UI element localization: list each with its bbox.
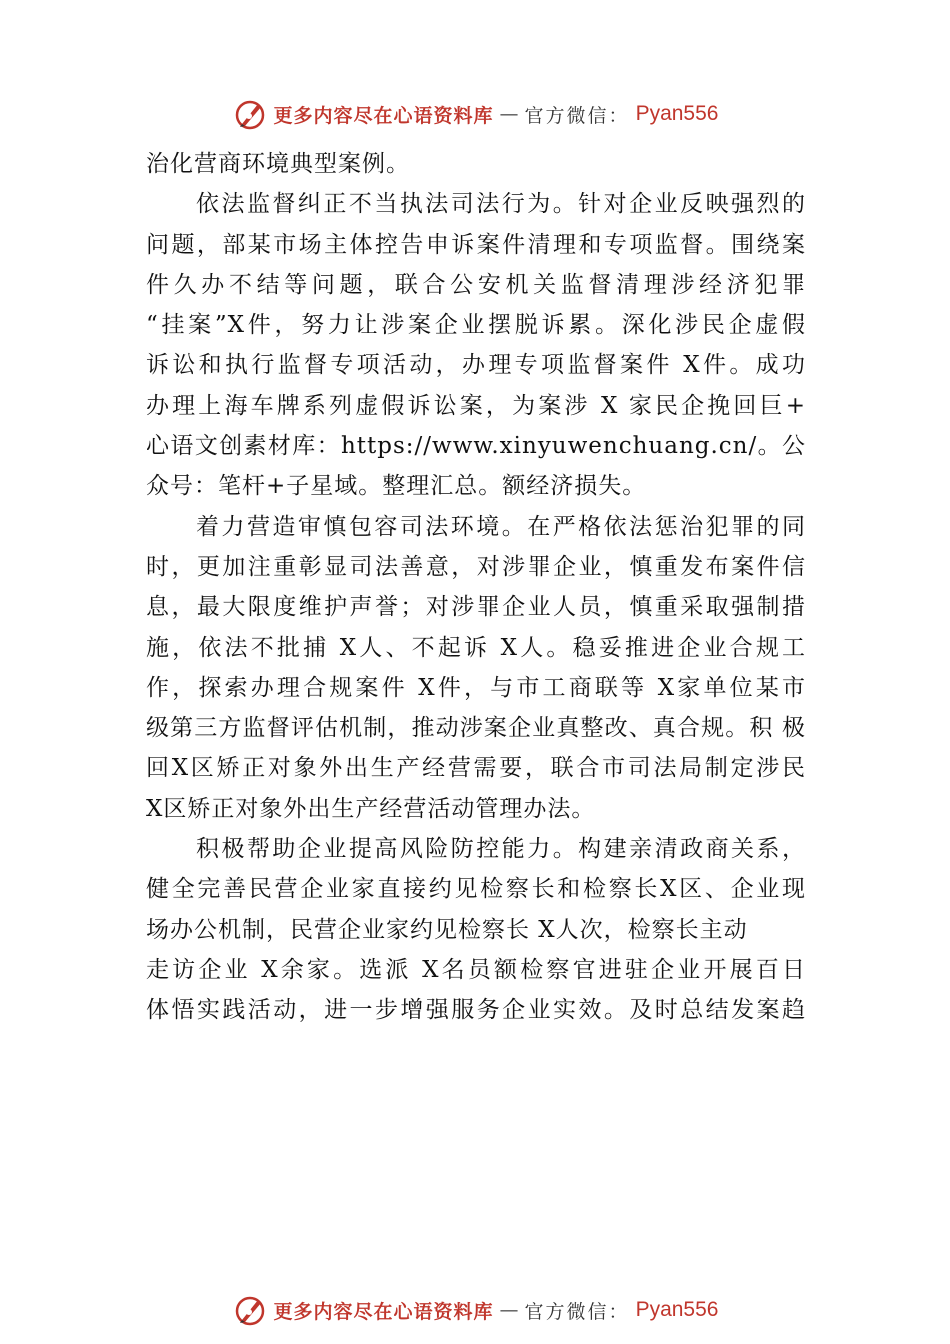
text-line: 众号：笔杆+子星域。整理汇总。额经济损失。 <box>146 473 647 500</box>
text-line: 心语文创素材库：https://www.xinyuwenchuang.cn/。公 <box>146 433 806 460</box>
text-line: 依法监督纠正不当执法司法行为。针对企业反映强烈的 <box>196 191 806 218</box>
text-line: 走访企业 X余家。选派 X名员额检察官进驻企业开展百日 <box>146 956 806 983</box>
banner-title: 更多内容尽在心语资料库 <box>273 104 494 127</box>
banner-wechat-label: 官方微信： <box>524 1300 630 1323</box>
banner-separator: — <box>499 103 519 125</box>
text-line: 息，最大限度维护声誉；对涉罪企业人员，慎重采取强制措 <box>146 594 806 621</box>
text-line: 级第三方监督评估机制，推动涉案企业真整改、真合规。积 极 <box>146 715 806 742</box>
text-line: X区矫正对象外出生产经营活动管理办法。 <box>146 795 596 822</box>
text-line: 件久办不结等问题，联合公安机关监督清理涉经济犯罪 <box>146 271 806 298</box>
document-body <box>146 144 806 1031</box>
text-line: 办理上海车牌系列虚假诉讼案，为案涉 X 家民企挽回巨+ <box>146 392 806 419</box>
text-line: 体悟实践活动，进一步增强服务企业实效。及时总结发案趋 <box>146 997 806 1024</box>
footer-watermark-banner <box>0 1290 950 1330</box>
text-line: 着力营造审慎包容司法环境。在严格依法惩治犯罪的同 <box>196 513 806 540</box>
text-line: “挂案”X件，努力让涉案企业摆脱诉累。深化涉民企虚假 <box>146 312 806 339</box>
text-line: 场办公机制，民营企业家约见检察长 X人次，检察长主动 <box>146 916 748 943</box>
banner-wechat-id: Pyan556 <box>635 102 719 125</box>
text-line: 积极帮助企业提高风险防控能力。构建亲清政商关系， <box>196 836 806 863</box>
header-watermark-banner <box>0 94 950 134</box>
text-line: 治化营商环境典型案例。 <box>146 151 410 177</box>
text-line: 时，更加注重彰显司法善意，对涉罪企业，慎重发布案件信 <box>146 553 806 580</box>
pen-logo-icon <box>232 96 268 132</box>
banner-title: 更多内容尽在心语资料库 <box>273 1300 494 1323</box>
text-line: 回X区矫正对象外出生产经营需要，联合市司法局制定涉民 <box>146 755 806 782</box>
text-line: 问题，部某市场主体控告申诉案件清理和专项监督。围绕案 <box>146 231 806 258</box>
text-line: 健全完善民营企业家直接约见检察长和检察长X区、企业现 <box>146 876 806 903</box>
banner-wechat-id: Pyan556 <box>635 1298 719 1321</box>
banner-wechat-label: 官方微信： <box>524 104 630 127</box>
text-line: 施，依法不批捕 X人、不起诉 X人。稳妥推进企业合规工 <box>146 634 806 661</box>
pen-logo-icon <box>232 1292 268 1328</box>
text-line: 诉讼和执行监督专项活动，办理专项监督案件 X件。成功 <box>146 352 806 379</box>
text-line: 作，探索办理合规案件 X件，与市工商联等 X家单位某市 <box>146 674 806 701</box>
banner-separator: — <box>499 1299 519 1321</box>
